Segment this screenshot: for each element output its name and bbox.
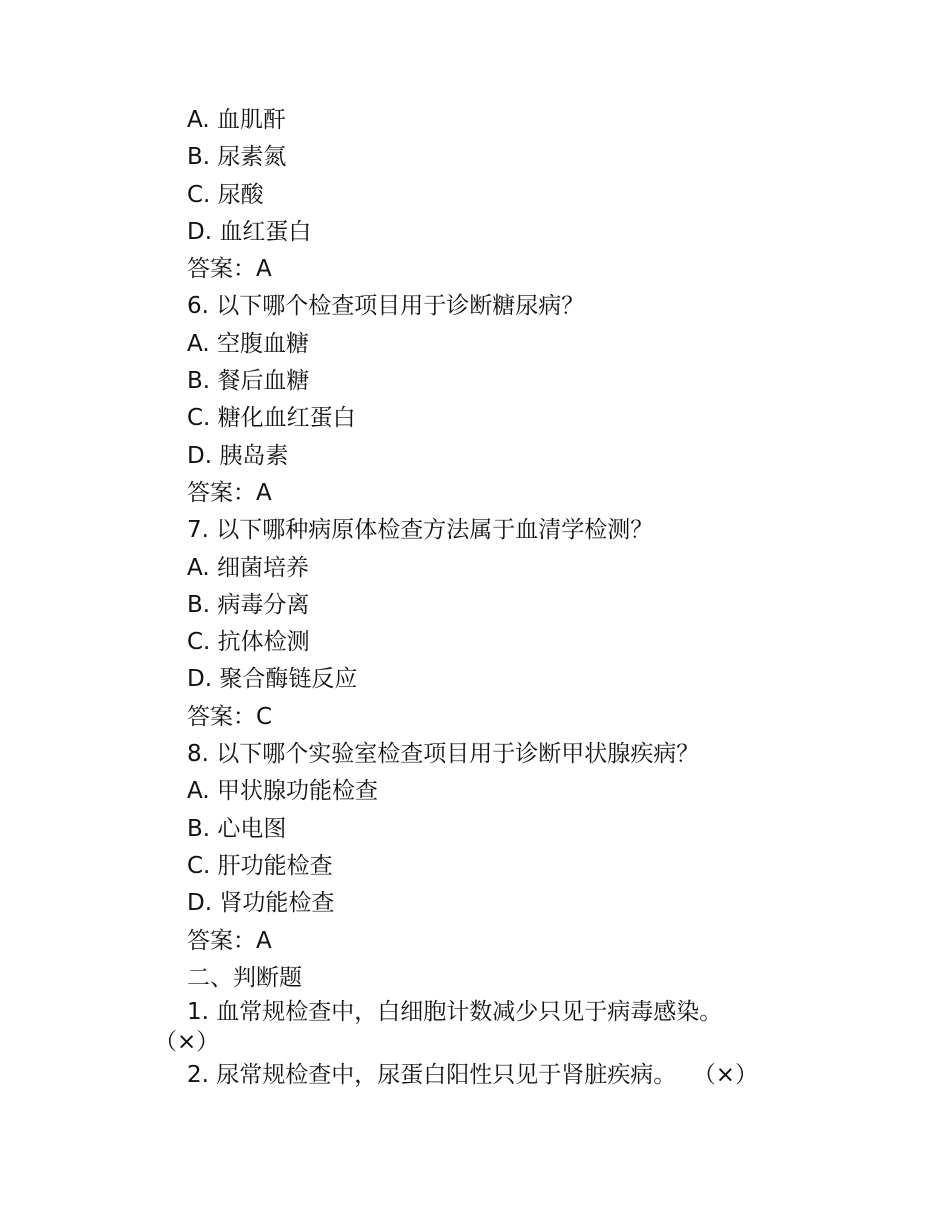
option-line: D. 血红蛋白	[187, 218, 312, 245]
option-line: C. 肝功能检查	[187, 852, 333, 879]
true-false-statement: 2. 尿常规检查中，尿蛋白阳性只见于肾脏疾病。	[187, 1062, 677, 1089]
true-false-item-1	[154, 997, 827, 1057]
option-line: A. 甲状腺功能检查	[187, 778, 378, 805]
true-false-mark: （×）	[154, 1029, 220, 1056]
option-line: C. 尿酸	[187, 181, 264, 208]
answer-line: 答案：A	[187, 479, 272, 506]
exam-content	[154, 102, 827, 1094]
question-line: 7. 以下哪种病原体检查方法属于血清学检测？	[187, 517, 654, 544]
true-false-statement: 1. 血常规检查中，白细胞计数减少只见于病毒感染。	[187, 999, 723, 1026]
option-line: A. 细菌培养	[187, 554, 309, 581]
question-line: 6. 以下哪个检查项目用于诊断糖尿病？	[187, 293, 585, 320]
answer-line: 答案：C	[187, 703, 273, 730]
option-line: D. 胰岛素	[187, 442, 289, 469]
answer-line: 答案：A	[187, 927, 272, 954]
option-line: D. 肾功能检查	[187, 890, 335, 917]
true-false-mark: （×）	[704, 1062, 759, 1089]
section-heading: 二、判断题	[187, 964, 302, 991]
option-line: B. 餐后血糖	[187, 368, 310, 395]
option-line: B. 尿素氮	[187, 144, 287, 171]
true-false-item-2	[187, 1057, 827, 1094]
option-line: B. 心电图	[187, 815, 287, 842]
answer-line: 答案：A	[187, 256, 272, 283]
option-line: C. 糖化血红蛋白	[187, 405, 356, 432]
option-line: C. 抗体检测	[187, 629, 310, 656]
option-line: A. 血肌酐	[187, 107, 286, 133]
option-line: A. 空腹血糖	[187, 330, 309, 357]
option-line: B. 病毒分离	[187, 591, 310, 618]
option-line: D. 聚合酶链反应	[187, 666, 358, 693]
question-line: 8. 以下哪个实验室检查项目用于诊断甲状腺疾病？	[187, 741, 700, 768]
